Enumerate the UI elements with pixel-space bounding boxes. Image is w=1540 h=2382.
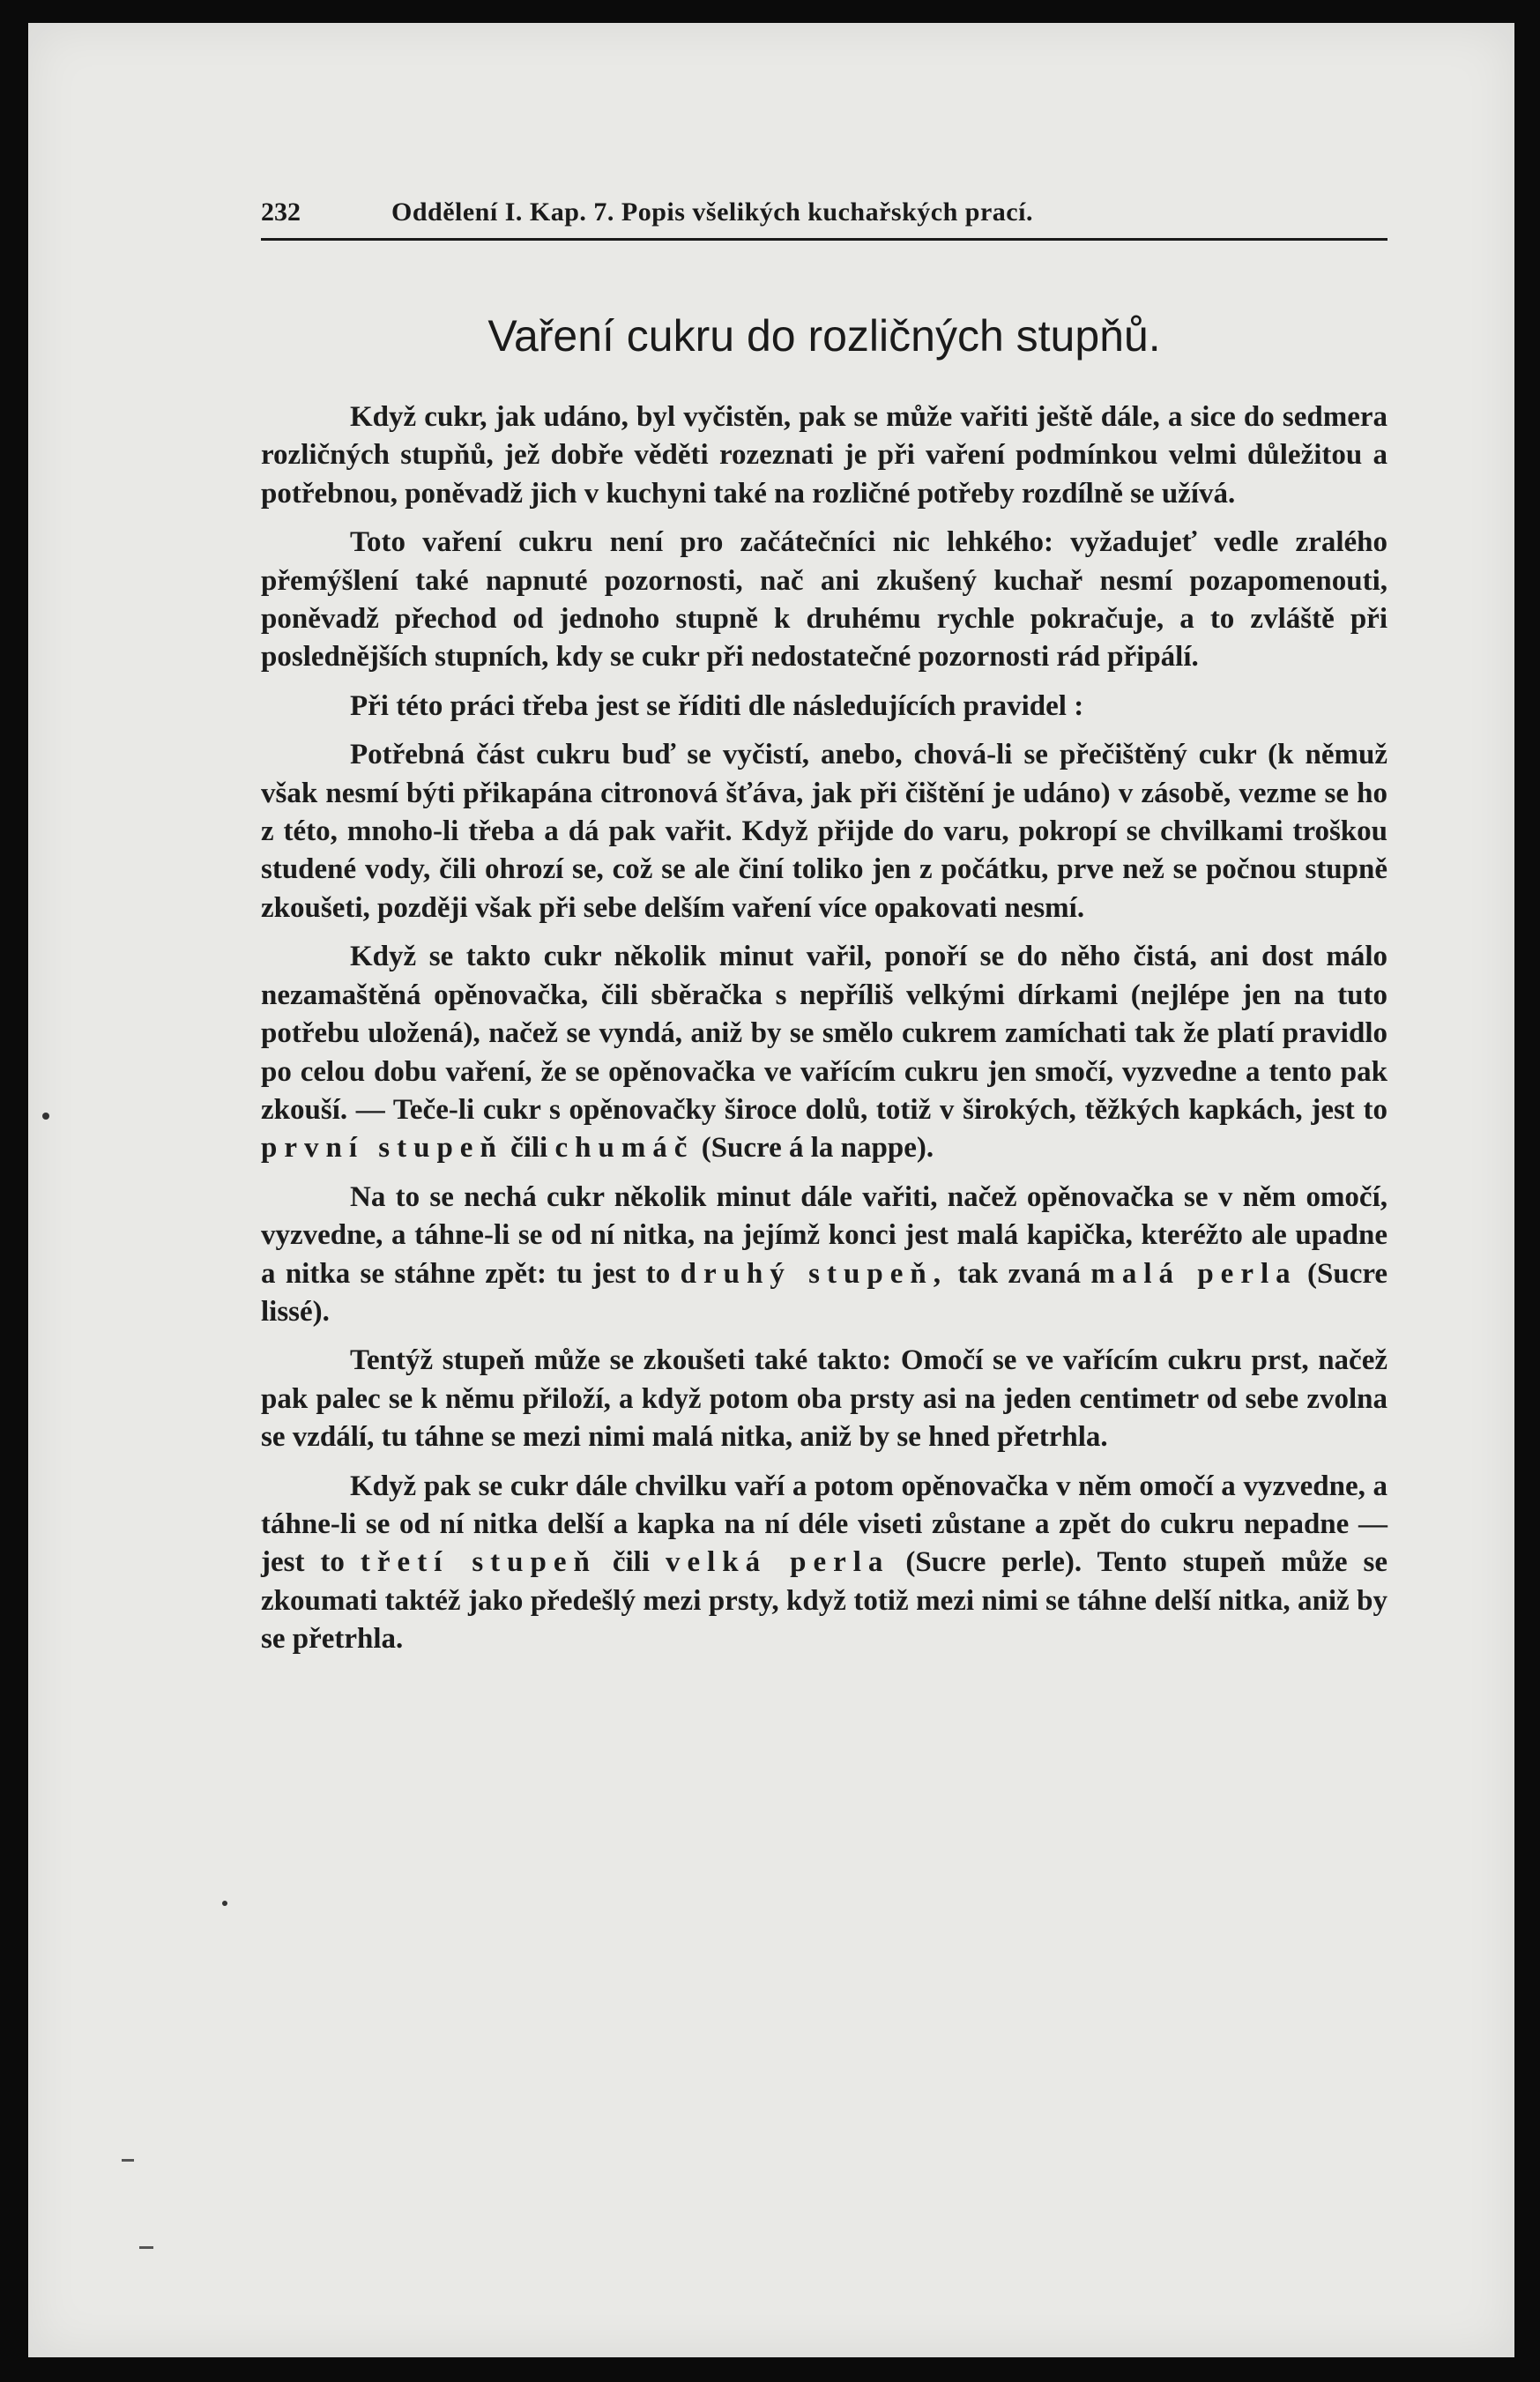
margin-dot-upper [42,1113,49,1120]
second-stage-term: druhý stupeň, [680,1257,948,1290]
paragraph-5-text-a: Když se takto cukr několik minut vařil, ponoří se do něho čistá, ani dost málo nezamaštěná opěnovačka, čili sběračka s nepříliš velkými dírkami (nejlépe jen na tuto potřebu uložená), načež se vyndá, aniž by se smělo cukrem zamíchati tak že platí pravidlo po celou dobu vaření, že se opěnovačka ve vařícím cukru jen smočí, vyzvedne a tento pak zkouší. — Teče-li cukr s opěnovačky široce dolů, totiž v širokých, těžkých kapkách, jest to [261,941,1387,1126]
paragraph-7: Tentýž stupeň může se zkoušeti také takto: Omočí se ve vařícím cukru prst, načež pak palec se k němu přiloží, a když potom oba prsty asi na jeden centimetr od sebe zvolna se vzdálí, tu táhne se mezi nimi malá nitka, aniž by se hned přetrhla. [261,1344,1387,1454]
section-title: Vaření cukru do rozličných stupňů. [487,311,1161,361]
paragraph-5-text-b: čili [510,1132,548,1165]
body-text [261,398,1387,1670]
paragraph-5-text-c: (Sucre á la nappe). [701,1132,934,1165]
paragraph-1: Když cukr, jak udáno, byl vyčistěn, pak se může vařiti ještě dále, a sice do sedmera rozličných stupňů, jež dobře věděti rozeznati je při vaření podmínkou velmi důležitou a potřebnou, poněvadž jich v kuchyni také na rozličné potřeby rozdílně se užívá. [261,401,1387,510]
paragraph-6-text-b: tak zvaná [957,1257,1081,1290]
first-stage-alias: chumáč [554,1132,695,1165]
running-header [261,197,1387,241]
second-stage-alias: malá perla [1090,1257,1298,1290]
running-title: Oddělení I. Kap. 7. Popis všelikých kuchařských prací. [391,197,1033,227]
paragraph-6-text-a: Na to se nechá cukr několik minut dále vařiti, načež opěnovačka se v něm omočí, vyzvedne, a táhne-li se od ní nitka, na jejímž konci jest malá kapička, kteréžto ale upadne a nitka se stáhne zpět: tu jest to [261,1180,1387,1290]
paragraph-5 [261,938,1387,1167]
third-stage-alias: velká perla [665,1546,890,1579]
paragraph-8 [261,1468,1387,1659]
third-stage-term: třetí stupeň [360,1546,597,1579]
first-stage-term: první stupeň [261,1132,503,1165]
paragraph-2: Toto vaření cukru není pro začátečníci nic lehkého: vyžadujeť vedle zralého přemýšlení také napnuté pozornosti, nač ani zkušený kuchař nesmí pozapomenouti, poněvadž přechod od jednoho stupně k druhému rychle pokračuje, a to zvláště při poslednějších stupních, kdy se cukr při nedostatečné pozornosti rád připálí. [261,526,1387,674]
page-number: 232 [261,197,301,227]
edge-mark-2 [139,2246,153,2249]
margin-dot-lower [222,1901,227,1906]
paragraph-6-text-c: (Sucre lissé). [261,1257,1388,1328]
edge-mark-1 [122,2159,134,2162]
paragraph-8-text-c: (Sucre perle). Tento stupeň může se zkoumati taktéž jako předešlý mezi prsty, když totiž mezi nimi se táhne delší nitka, aniž by se přetrhla. [261,1546,1387,1656]
paragraph-6 [261,1179,1387,1332]
paragraph-8-text-b: čili [612,1546,650,1579]
paragraph-8-text-a: Když pak se cukr dále chvilku vaří a potom opěnovačka v něm omočí a vyzvedne, a táhne-li se od ní nitka delší a kapka na ní déle viseti zůstane a zpět do cukru nepadne — jest to [261,1470,1387,1579]
paragraph-4: Potřebná část cukru buď se vyčistí, anebo, chová-li se přečištěný cukr (k němuž však nesmí býti přikapána citronová šťáva, jak při čištění je udáno) v zásobě, vezme se ho z této, mnoho-li třeba a dá pak vařit. Když přijde do varu, pokropí se chvilkami troškou studené vody, čili ohrozí se, což se ale činí toliko jen z počátku, prve než se počnou stupně zkoušeti, později však při sebe delším vaření více opakovati nesmí. [261,739,1387,924]
paragraph-3: Při této práci třeba jest se říditi dle následujících pravidel : [350,689,1084,722]
